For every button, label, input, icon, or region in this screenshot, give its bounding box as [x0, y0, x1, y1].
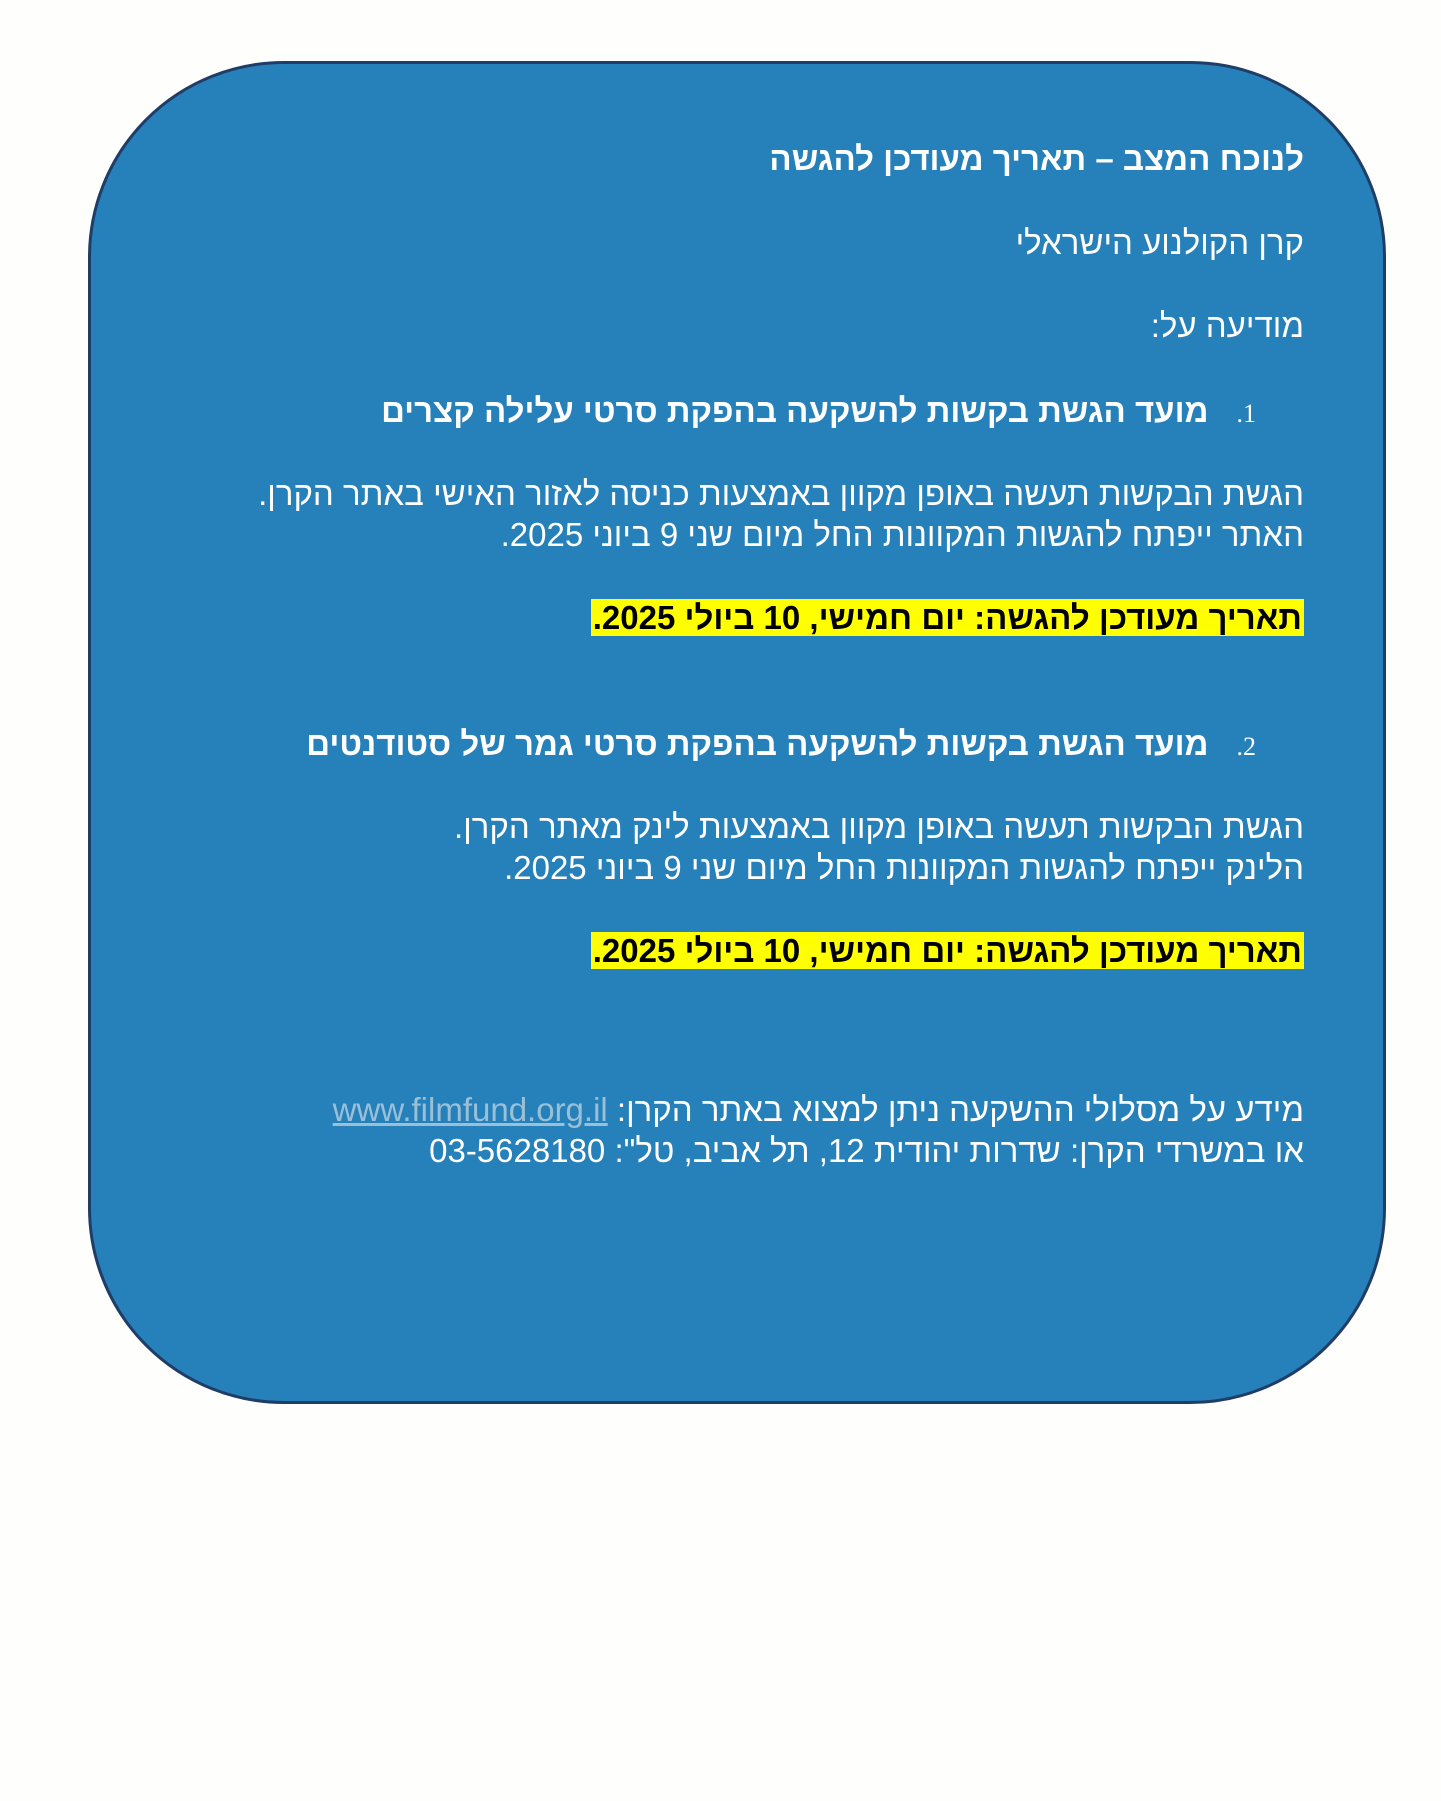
item-1-line-1: הגשת הבקשות תעשה באופן מקוון באמצעות כניסה לאזור האישי באתר הקרן.: [258, 475, 1304, 512]
item-2-number: 2.: [1236, 732, 1256, 761]
item-1-heading-row: [381, 390, 1256, 434]
item-2-line-1: הגשת הבקשות תעשה באופן מקוון באמצעות לינק מאתר הקרן.: [454, 808, 1304, 845]
website-link[interactable]: www.filmfund.org.il: [332, 1091, 608, 1128]
info-line: [333, 1089, 1304, 1130]
item-1-deadline: תאריך מעודכן להגשה: יום חמישי, 10 ביולי 2025.: [592, 599, 1302, 636]
item-1-deadline-row: [591, 597, 1304, 638]
item-2-line-2: הלינק ייפתח להגשות המקוונות החל מיום שני 9 ביוני 2025.: [504, 849, 1304, 886]
item-2-deadline: תאריך מעודכן להגשה: יום חמישי, 10 ביולי 2025.: [592, 932, 1302, 969]
item-1-number: 1.: [1236, 399, 1256, 428]
item-2-deadline-row: [591, 930, 1304, 971]
office-line: או במשרדי הקרן: שדרות יהודית 12, תל אביב, טל": 03-5628180: [429, 1132, 1304, 1169]
notice-title: לנוכח המצב – תאריך מעודכן להגשה: [769, 140, 1304, 177]
info-prefix: מידע על מסלולי ההשקעה ניתן למצוא באתר הקרן:: [616, 1091, 1304, 1128]
item-2-heading: מועד הגשת בקשות להשקעה בהפקת סרטי גמר של סטודנטים: [306, 725, 1209, 762]
item-2-heading-row: [306, 723, 1256, 767]
announces-label: מודיעה על:: [1150, 307, 1304, 344]
item-1-line-2: האתר ייפתח להגשות המקוונות החל מיום שני 9 ביוני 2025.: [500, 516, 1304, 553]
org-name: קרן הקולנוע הישראלי: [1015, 224, 1304, 261]
item-1-heading: מועד הגשת בקשות להשקעה בהפקת סרטי עלילה קצרים: [381, 392, 1209, 429]
